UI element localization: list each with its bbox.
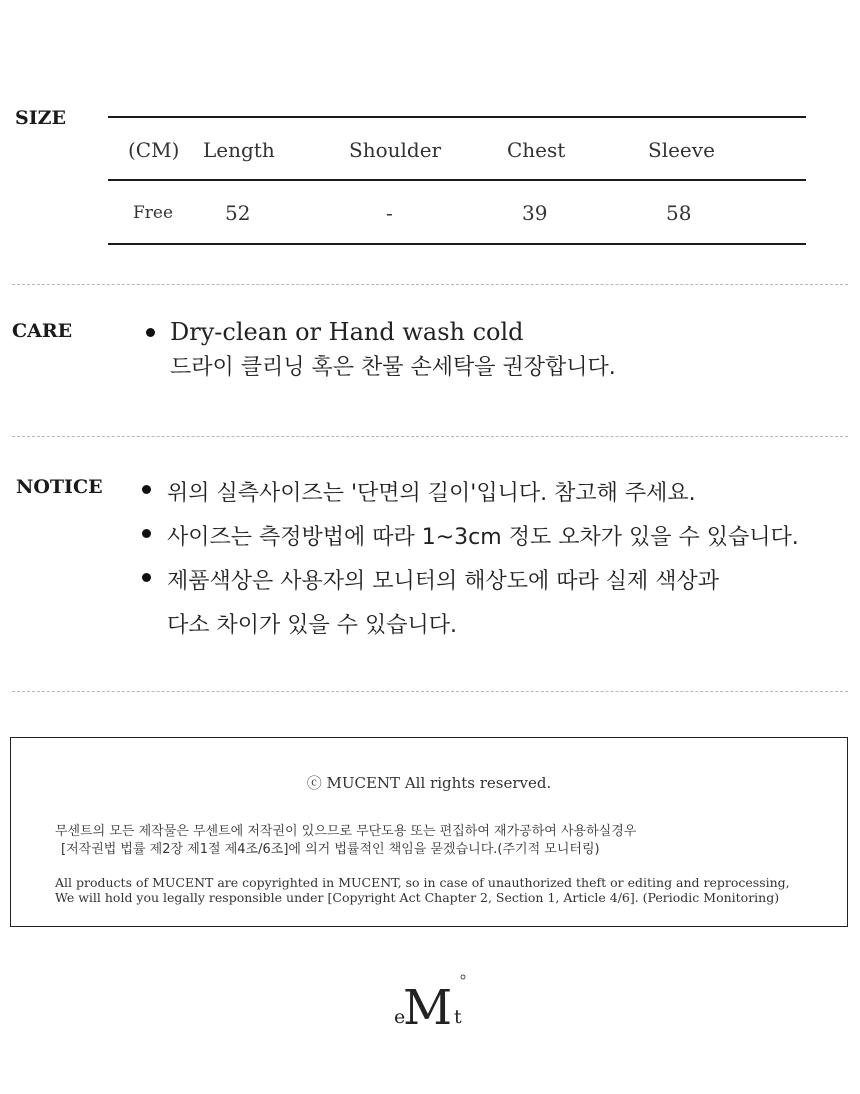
row-shoulder: - bbox=[386, 201, 393, 225]
logo-letter: e bbox=[394, 1006, 406, 1028]
logo-letter: M bbox=[403, 980, 453, 1036]
size-section-label: SIZE bbox=[15, 107, 66, 129]
header-sleeve: Sleeve bbox=[648, 138, 715, 162]
divider bbox=[12, 436, 848, 437]
notice-section-label: NOTICE bbox=[16, 476, 103, 498]
row-length: 52 bbox=[225, 201, 251, 225]
notice-item: 사이즈는 측정방법에 따라 1~3cm 정도 오차가 있을 수 있습니다. bbox=[167, 525, 799, 550]
care-section-label: CARE bbox=[12, 320, 73, 342]
divider bbox=[12, 691, 848, 692]
notice-item: 위의 실측사이즈는 '단면의 길이'입니다. 참고해 주세요. bbox=[167, 481, 696, 506]
header-shoulder: Shoulder bbox=[349, 138, 442, 162]
copyright-notice-en: We will hold you legally responsible under [Copyright Act Chapter 2, Section 1, Article 4/6]. (Periodic Monitoring) bbox=[55, 890, 780, 905]
copyright-notice-en: All products of MUCENT are copyrighted in MUCENT, so in case of unauthorized theft or editing and reprocessing, bbox=[55, 875, 790, 890]
mucent-logo-icon bbox=[390, 972, 470, 1036]
care-instruction-kr: 드라이 클리닝 혹은 찬물 손세탁을 권장합니다. bbox=[170, 355, 616, 380]
bullet-icon bbox=[142, 573, 151, 582]
header-length: Length bbox=[203, 138, 275, 162]
header-chest: Chest bbox=[507, 138, 566, 162]
header-unit: (CM) bbox=[128, 138, 180, 162]
bullet-icon bbox=[142, 529, 151, 538]
row-size-name: Free bbox=[133, 203, 174, 223]
table-bottom-rule bbox=[108, 243, 806, 245]
notice-item: 제품색상은 사용자의 모니터의 해상도에 따라 실제 색상과 bbox=[167, 569, 720, 594]
table-top-rule bbox=[108, 116, 806, 118]
divider bbox=[12, 284, 848, 285]
table-header-rule bbox=[108, 179, 806, 181]
copyright-box bbox=[10, 737, 848, 927]
bullet-icon bbox=[146, 328, 155, 337]
copyright-title: ⓒ MUCENT All rights reserved. bbox=[306, 774, 552, 792]
logo-letter: t bbox=[454, 1006, 462, 1028]
copyright-notice-kr: 무센트의 모든 제작물은 무센트에 저작권이 있으므로 무단도용 또는 편집하여 재가공하여 사용하실경우 bbox=[55, 824, 637, 839]
notice-item-continuation: 다소 차이가 있을 수 있습니다. bbox=[167, 613, 457, 638]
copyright-notice-kr: [저작권법 법률 제2장 제1절 제4조/6조]에 의거 법률적인 책임을 묻겠습니다.(주기적 모니터링) bbox=[61, 842, 600, 857]
row-chest: 39 bbox=[522, 201, 548, 225]
bullet-icon bbox=[142, 485, 151, 494]
row-sleeve: 58 bbox=[666, 201, 692, 225]
logo-dot bbox=[461, 975, 465, 979]
care-instruction-en: Dry-clean or Hand wash cold bbox=[170, 318, 524, 346]
